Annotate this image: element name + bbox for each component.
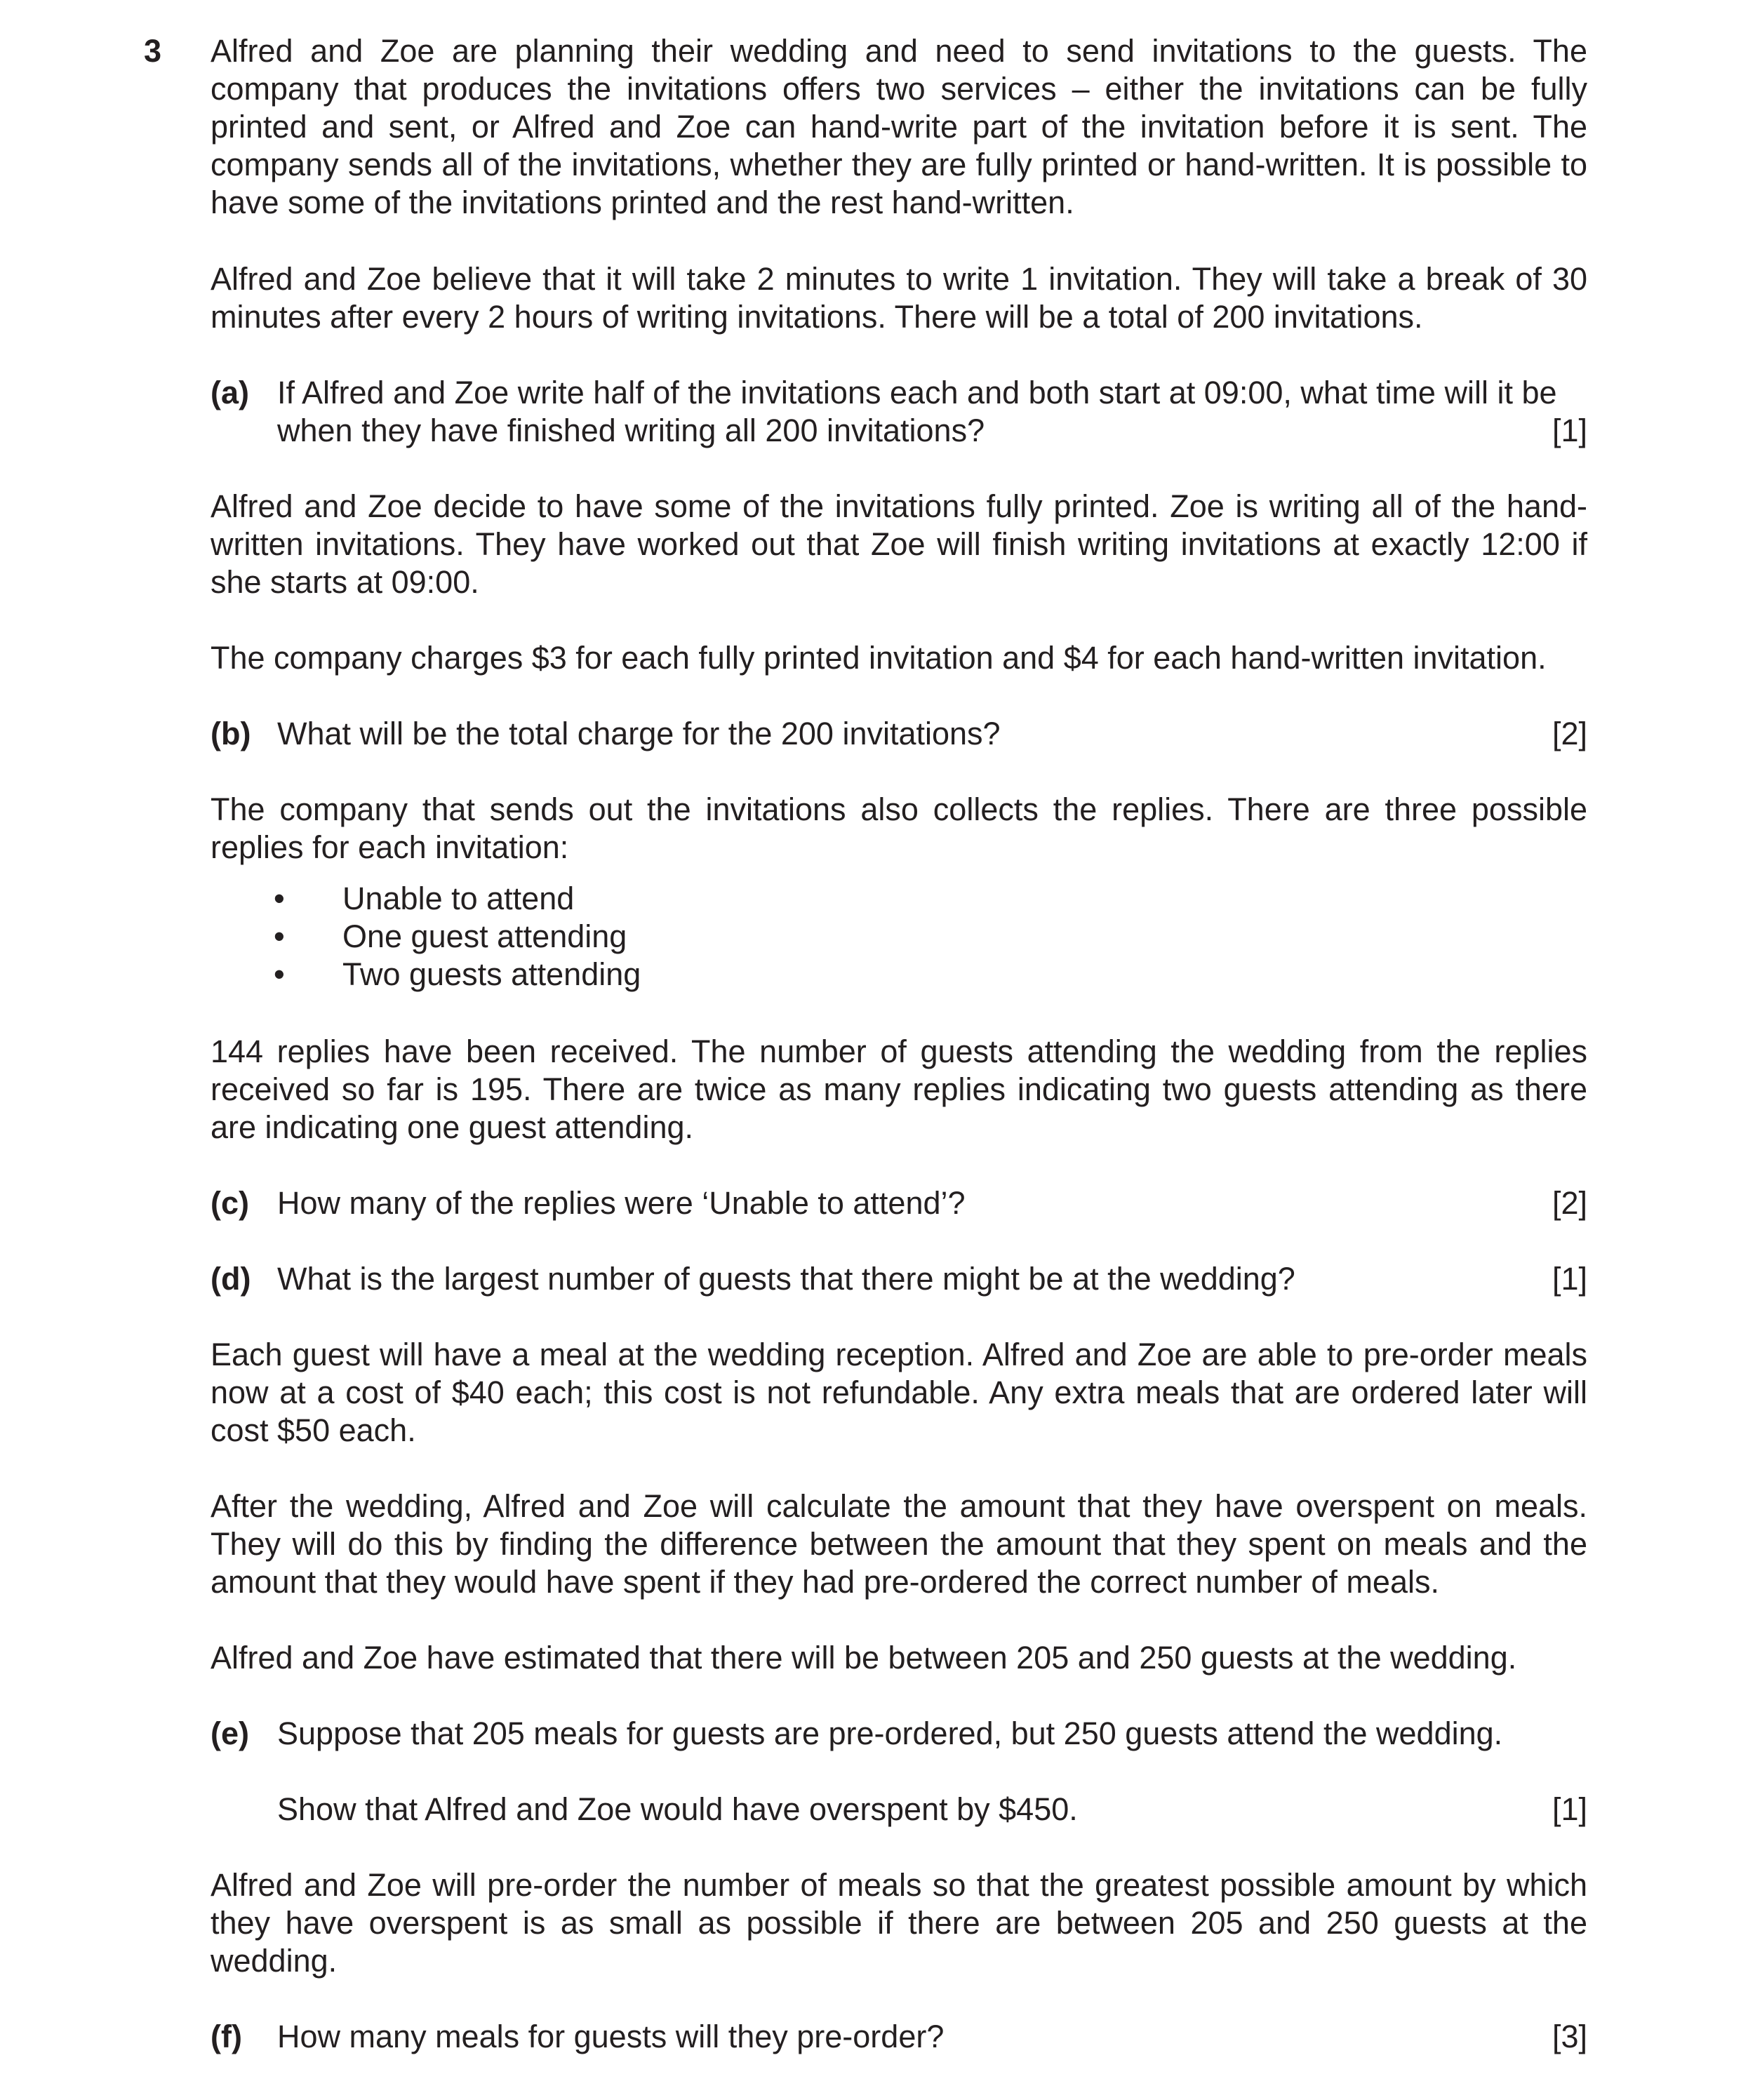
part-d-label: (d) xyxy=(211,1261,251,1297)
preorder-rule-paragraph: Alfred and Zoe will pre-order the number of meals so that the greatest possible amount by which they have overspent is as small as possible if there are between 205 and 250 guests at the wedding. xyxy=(211,1867,1587,1979)
part-a-line-1: If Alfred and Zoe write half of the invitations each and both start at 09:00, what time will it be xyxy=(277,375,1557,410)
part-f-label: (f) xyxy=(211,2019,242,2054)
writing-time-paragraph: Alfred and Zoe believe that it will take 2 minutes to write 1 invitation. They will take a break of 30 minutes after every 2 hours of writing invitations. There will be a total of 200 invitations. xyxy=(211,261,1587,335)
part-e-question: Suppose that 205 meals for guests are pre-ordered, but 250 guests attend the wedding. xyxy=(277,1716,1503,1751)
part-e-label: (e) xyxy=(211,1716,249,1751)
part-e-show-text: Show that Alfred and Zoe would have overspent by $450. xyxy=(277,1791,1078,1827)
question-number: 3 xyxy=(144,33,162,69)
printed-decision-paragraph: Alfred and Zoe decide to have some of the invitations fully printed. Zoe is writing all of the hand-written invitations. They have worked out that Zoe will finish writing invitations at exactly 12:00 if she starts at 09:00. xyxy=(211,488,1587,600)
part-b-marks: [2] xyxy=(1552,716,1587,751)
part-d-marks: [1] xyxy=(1552,1261,1587,1297)
part-c-question: How many of the replies were ‘Unable to attend’? xyxy=(277,1185,966,1221)
meals-paragraph: Each guest will have a meal at the wedding reception. Alfred and Zoe are able to pre-order meals now at a cost of $40 each; this cost is not refundable. Any extra meals that are ordered later will cost $50 each. xyxy=(211,1337,1587,1448)
part-b xyxy=(211,715,1587,753)
part-f-marks: [3] xyxy=(1552,2019,1587,2054)
replies-received-paragraph: 144 replies have been received. The number of guests attending the wedding from the replies received so far is 195. There are twice as many replies indicating two guests attending as there are indicating one guest attending. xyxy=(211,1034,1587,1145)
part-a-marks: [1] xyxy=(1552,413,1587,448)
reply-option-one-guest: One guest attending xyxy=(342,918,627,954)
part-a-line-2: when they have finished writing all 200 invitations? xyxy=(277,413,985,448)
part-a-question xyxy=(277,374,1587,450)
estimate-paragraph: Alfred and Zoe have estimated that there will be between 205 and 250 guests at the wedding. xyxy=(211,1640,1517,1676)
intro-paragraph: Alfred and Zoe are planning their wedding and need to send invitations to the guests. The company that produces the invitations offers two services – either the invitations can be fully printed and sent, or Alfred and Zoe can hand-write part of the invitation before it is sent. The company sends all of the invitations, whether they are fully printed or hand-written. It is possible to have some of the invitations printed and the rest hand-written. xyxy=(211,33,1587,220)
part-a-label: (a) xyxy=(211,375,249,410)
replies-intro-paragraph: The company that sends out the invitations also collects the replies. There are three possible replies for each invitation: xyxy=(211,791,1587,865)
part-c-label: (c) xyxy=(211,1185,249,1221)
part-e-marks: [1] xyxy=(1552,1791,1587,1827)
reply-option-two-guests: Two guests attending xyxy=(342,956,641,992)
part-b-question: What will be the total charge for the 200 invitations? xyxy=(277,716,1001,751)
overspend-paragraph: After the wedding, Alfred and Zoe will calculate the amount that they have overspent on meals. They will do this by finding the difference between the amount that they spent on meals and the amount that they would have spent if they had pre-ordered the correct number of meals. xyxy=(211,1488,1587,1600)
part-f xyxy=(211,2018,1587,2056)
reply-option-unable: Unable to attend xyxy=(342,881,575,916)
bullet-icon: • xyxy=(274,918,285,954)
part-b-label: (b) xyxy=(211,716,251,751)
part-a xyxy=(211,374,1587,450)
part-f-question: How many meals for guests will they pre-order? xyxy=(277,2019,945,2054)
part-d-question: What is the largest number of guests that there might be at the wedding? xyxy=(277,1261,1295,1297)
charges-paragraph: The company charges $3 for each fully printed invitation and $4 for each hand-written invitation. xyxy=(211,640,1547,676)
part-d xyxy=(211,1260,1587,1298)
part-e xyxy=(211,1715,1587,1828)
part-c-marks: [2] xyxy=(1552,1185,1587,1221)
bullet-icon: • xyxy=(274,956,285,992)
part-c xyxy=(211,1184,1587,1222)
bullet-icon: • xyxy=(274,881,285,916)
